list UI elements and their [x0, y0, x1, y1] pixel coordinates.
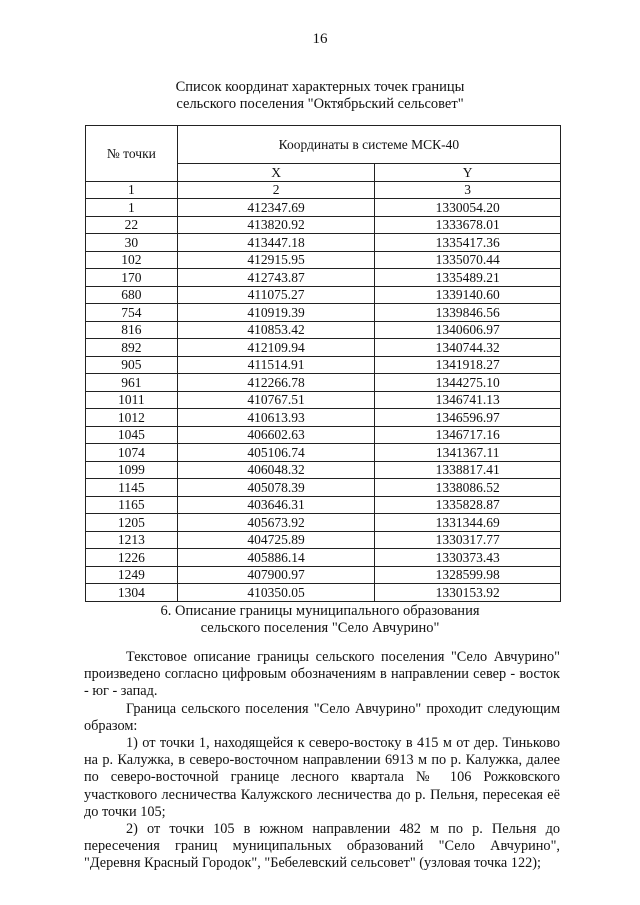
table-row [86, 444, 561, 462]
y-coordinate-cell: 1338086.52 [375, 479, 561, 497]
point-number-cell: 1205 [86, 514, 178, 532]
x-coordinate-cell: 403646.31 [177, 496, 375, 514]
point-number-cell: 1 [86, 199, 178, 217]
x-coordinate-cell: 412743.87 [177, 269, 375, 287]
header-point-number: № точки [86, 126, 178, 182]
y-coordinate-cell: 1335417.36 [375, 234, 561, 252]
point-number-cell: 1011 [86, 391, 178, 409]
x-coordinate-cell: 413447.18 [177, 234, 375, 252]
table-row [86, 514, 561, 532]
y-coordinate-cell: 1331344.69 [375, 514, 561, 532]
y-coordinate-cell: 1330153.92 [375, 584, 561, 602]
x-coordinate-cell: 412109.94 [177, 339, 375, 357]
table-row [86, 549, 561, 567]
x-coordinate-cell: 404725.89 [177, 531, 375, 549]
point-number-cell: 1099 [86, 461, 178, 479]
point-number-cell: 754 [86, 304, 178, 322]
y-coordinate-cell: 1341918.27 [375, 356, 561, 374]
x-coordinate-cell: 406602.63 [177, 426, 375, 444]
point-number-cell: 1045 [86, 426, 178, 444]
paragraph: Граница сельского поселения "Село Авчурино" проходит следующим образом: [84, 700, 560, 734]
y-coordinate-cell: 1335828.87 [375, 496, 561, 514]
table-row [86, 286, 561, 304]
table-row [86, 426, 561, 444]
y-coordinate-cell: 1340744.32 [375, 339, 561, 357]
x-coordinate-cell: 405673.92 [177, 514, 375, 532]
column-number-3: 3 [375, 181, 561, 199]
paragraph: 2) от точки 105 в южном направлении 482 м по р. Пельня до пересечения границ муниципальных образований "Село Авчурино", "Деревня Красный Городок", "Бебелевский сельсовет" (узловая точка 122); [84, 821, 560, 872]
x-coordinate-cell: 412915.95 [177, 251, 375, 269]
table-row [86, 409, 561, 427]
section-title-line-2: сельского поселения "Село Авчурино" [200, 620, 440, 636]
table-row [86, 339, 561, 357]
y-coordinate-cell: 1340606.97 [375, 321, 561, 339]
y-coordinate-cell: 1338817.41 [375, 461, 561, 479]
table-row [86, 304, 561, 322]
table-title [0, 79, 640, 113]
header-y: Y [375, 164, 561, 182]
paragraph: 1) от точки 1, находящейся к северо-востоку в 415 м от дер. Тиньково на р. Калужка, в северо-восточном направлении 6913 м по р. Калужка, далее по северо-восточной границе лесного квартала № 106 Рожковского участкового лесничества Калужского лесничества до р. Пельня, пересекая её до точки 105; [84, 735, 560, 820]
point-number-cell: 1304 [86, 584, 178, 602]
table-row [86, 356, 561, 374]
point-number-cell: 1249 [86, 566, 178, 584]
y-coordinate-cell: 1346741.13 [375, 391, 561, 409]
table-row [86, 321, 561, 339]
point-number-cell: 1213 [86, 531, 178, 549]
y-coordinate-cell: 1335489.21 [375, 269, 561, 287]
paragraph: Текстовое описание границы сельского поселения "Село Авчурино" произведено согласно цифровым обозначениям в направлении север - восток - юг - запад. [84, 649, 560, 700]
table-row [86, 199, 561, 217]
x-coordinate-cell: 410350.05 [177, 584, 375, 602]
x-coordinate-cell: 413820.92 [177, 216, 375, 234]
x-coordinate-cell: 410853.42 [177, 321, 375, 339]
table-row [86, 269, 561, 287]
header-coordinate-system: Координаты в системе МСК-40 [177, 126, 560, 164]
x-coordinate-cell: 411514.91 [177, 356, 375, 374]
point-number-cell: 816 [86, 321, 178, 339]
table-row [86, 584, 561, 602]
column-number-2: 2 [177, 181, 375, 199]
y-coordinate-cell: 1328599.98 [375, 566, 561, 584]
header-x: X [177, 164, 375, 182]
point-number-cell: 1012 [86, 409, 178, 427]
point-number-cell: 102 [86, 251, 178, 269]
x-coordinate-cell: 407900.97 [177, 566, 375, 584]
x-coordinate-cell: 412266.78 [177, 374, 375, 392]
x-coordinate-cell: 410613.93 [177, 409, 375, 427]
x-coordinate-cell: 405106.74 [177, 444, 375, 462]
y-coordinate-cell: 1330317.77 [375, 531, 561, 549]
point-number-cell: 1165 [86, 496, 178, 514]
y-coordinate-cell: 1339140.60 [375, 286, 561, 304]
point-number-cell: 905 [86, 356, 178, 374]
section-body [84, 649, 560, 873]
section-title [0, 603, 640, 637]
section-title-line-1: 6. Описание границы муниципального образования [160, 603, 480, 619]
x-coordinate-cell: 405078.39 [177, 479, 375, 497]
coordinates-table [85, 125, 561, 602]
table-row [86, 234, 561, 252]
point-number-cell: 680 [86, 286, 178, 304]
x-coordinate-cell: 405886.14 [177, 549, 375, 567]
y-coordinate-cell: 1341367.11 [375, 444, 561, 462]
point-number-cell: 22 [86, 216, 178, 234]
x-coordinate-cell: 411075.27 [177, 286, 375, 304]
table-row [86, 391, 561, 409]
page-number: 16 [312, 31, 328, 47]
x-coordinate-cell: 406048.32 [177, 461, 375, 479]
table-row [86, 479, 561, 497]
y-coordinate-cell: 1339846.56 [375, 304, 561, 322]
y-coordinate-cell: 1344275.10 [375, 374, 561, 392]
y-coordinate-cell: 1346596.97 [375, 409, 561, 427]
y-coordinate-cell: 1330054.20 [375, 199, 561, 217]
table-row [86, 251, 561, 269]
y-coordinate-cell: 1335070.44 [375, 251, 561, 269]
column-number-1: 1 [86, 181, 178, 199]
table-row [86, 374, 561, 392]
x-coordinate-cell: 412347.69 [177, 199, 375, 217]
table-body [86, 199, 561, 602]
table-row [86, 216, 561, 234]
table-row [86, 531, 561, 549]
point-number-cell: 30 [86, 234, 178, 252]
table-row [86, 496, 561, 514]
point-number-cell: 961 [86, 374, 178, 392]
point-number-cell: 1145 [86, 479, 178, 497]
table-title-line-1: Список координат характерных точек границы [175, 79, 465, 95]
table-title-line-2: сельского поселения "Октябрьский сельсовет" [176, 96, 464, 112]
y-coordinate-cell: 1346717.16 [375, 426, 561, 444]
x-coordinate-cell: 410919.39 [177, 304, 375, 322]
y-coordinate-cell: 1330373.43 [375, 549, 561, 567]
table-row [86, 566, 561, 584]
point-number-cell: 170 [86, 269, 178, 287]
point-number-cell: 1074 [86, 444, 178, 462]
point-number-cell: 1226 [86, 549, 178, 567]
table-row [86, 461, 561, 479]
point-number-cell: 892 [86, 339, 178, 357]
x-coordinate-cell: 410767.51 [177, 391, 375, 409]
y-coordinate-cell: 1333678.01 [375, 216, 561, 234]
